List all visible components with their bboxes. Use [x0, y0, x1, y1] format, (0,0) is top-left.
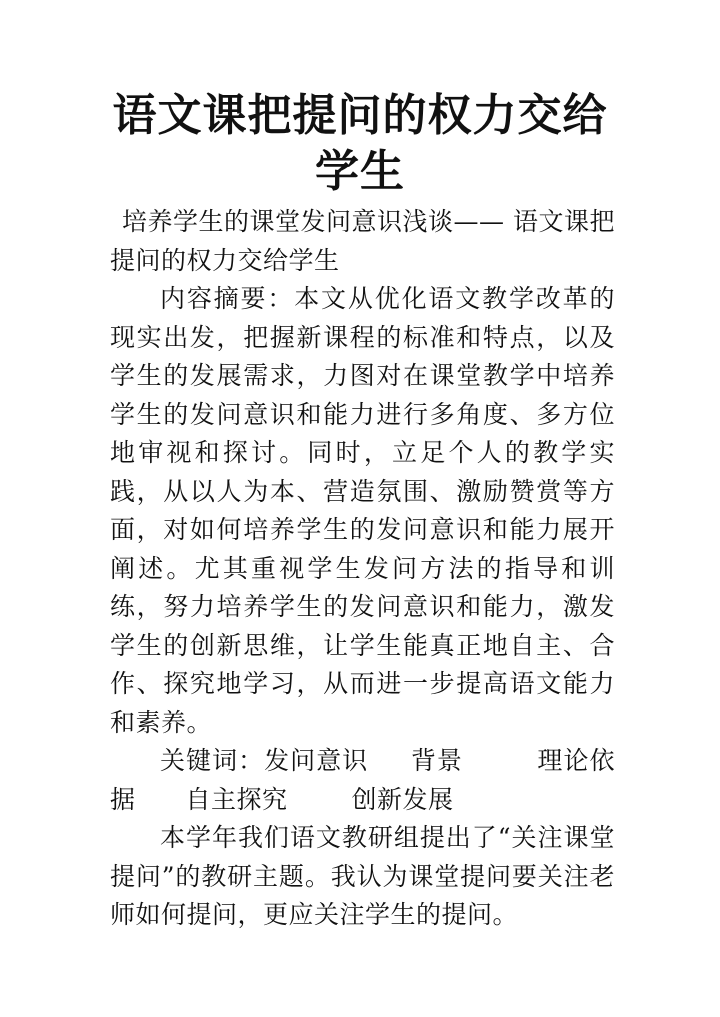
keyword-item: 背景 [410, 746, 463, 775]
keyword-item: 理论依据 [110, 746, 615, 814]
abstract-paragraph: 内容摘要：本文从优化语文教学改革的现实出发，把握新课程的标准和特点，以及学生的发展需求，力图对在课堂教学中培养学生的发问意识和能力进行多角度、多方位地审视和探讨。同时，立足个人的教学实践，从以人为本、营造氛围、激励赞赏等方面，对如何培养学生的发问意识和能力展开阐述。尤其重视学生发问方法的指导和训练，努力培养学生的发问意识和能力，激发学生的创新思维，让学生能真正地自主、合作、探究地学习，从而进一步提高语文能力和素养。 [110, 284, 615, 737]
document-title: 语文课把提问的权力交给学生 [112, 90, 608, 197]
keyword-item: 创新发展 [351, 784, 454, 814]
keywords-label: 关键词： [160, 746, 265, 775]
body-paragraph: 本学年我们语文教研组提出了“关注课堂提问”的教研主题。我认为课堂提问要关注老师如何提问，更应关注学生的提问。 [110, 823, 615, 929]
document-subtitle: 培养学生的课堂发问意识浅谈—— 语文课把提问的权力交给学生 [110, 207, 615, 275]
keyword-item: 发问意识 [264, 746, 369, 775]
keyword-item: 自主探究 [185, 784, 288, 814]
document-body [110, 203, 615, 935]
keywords-line [110, 742, 615, 819]
